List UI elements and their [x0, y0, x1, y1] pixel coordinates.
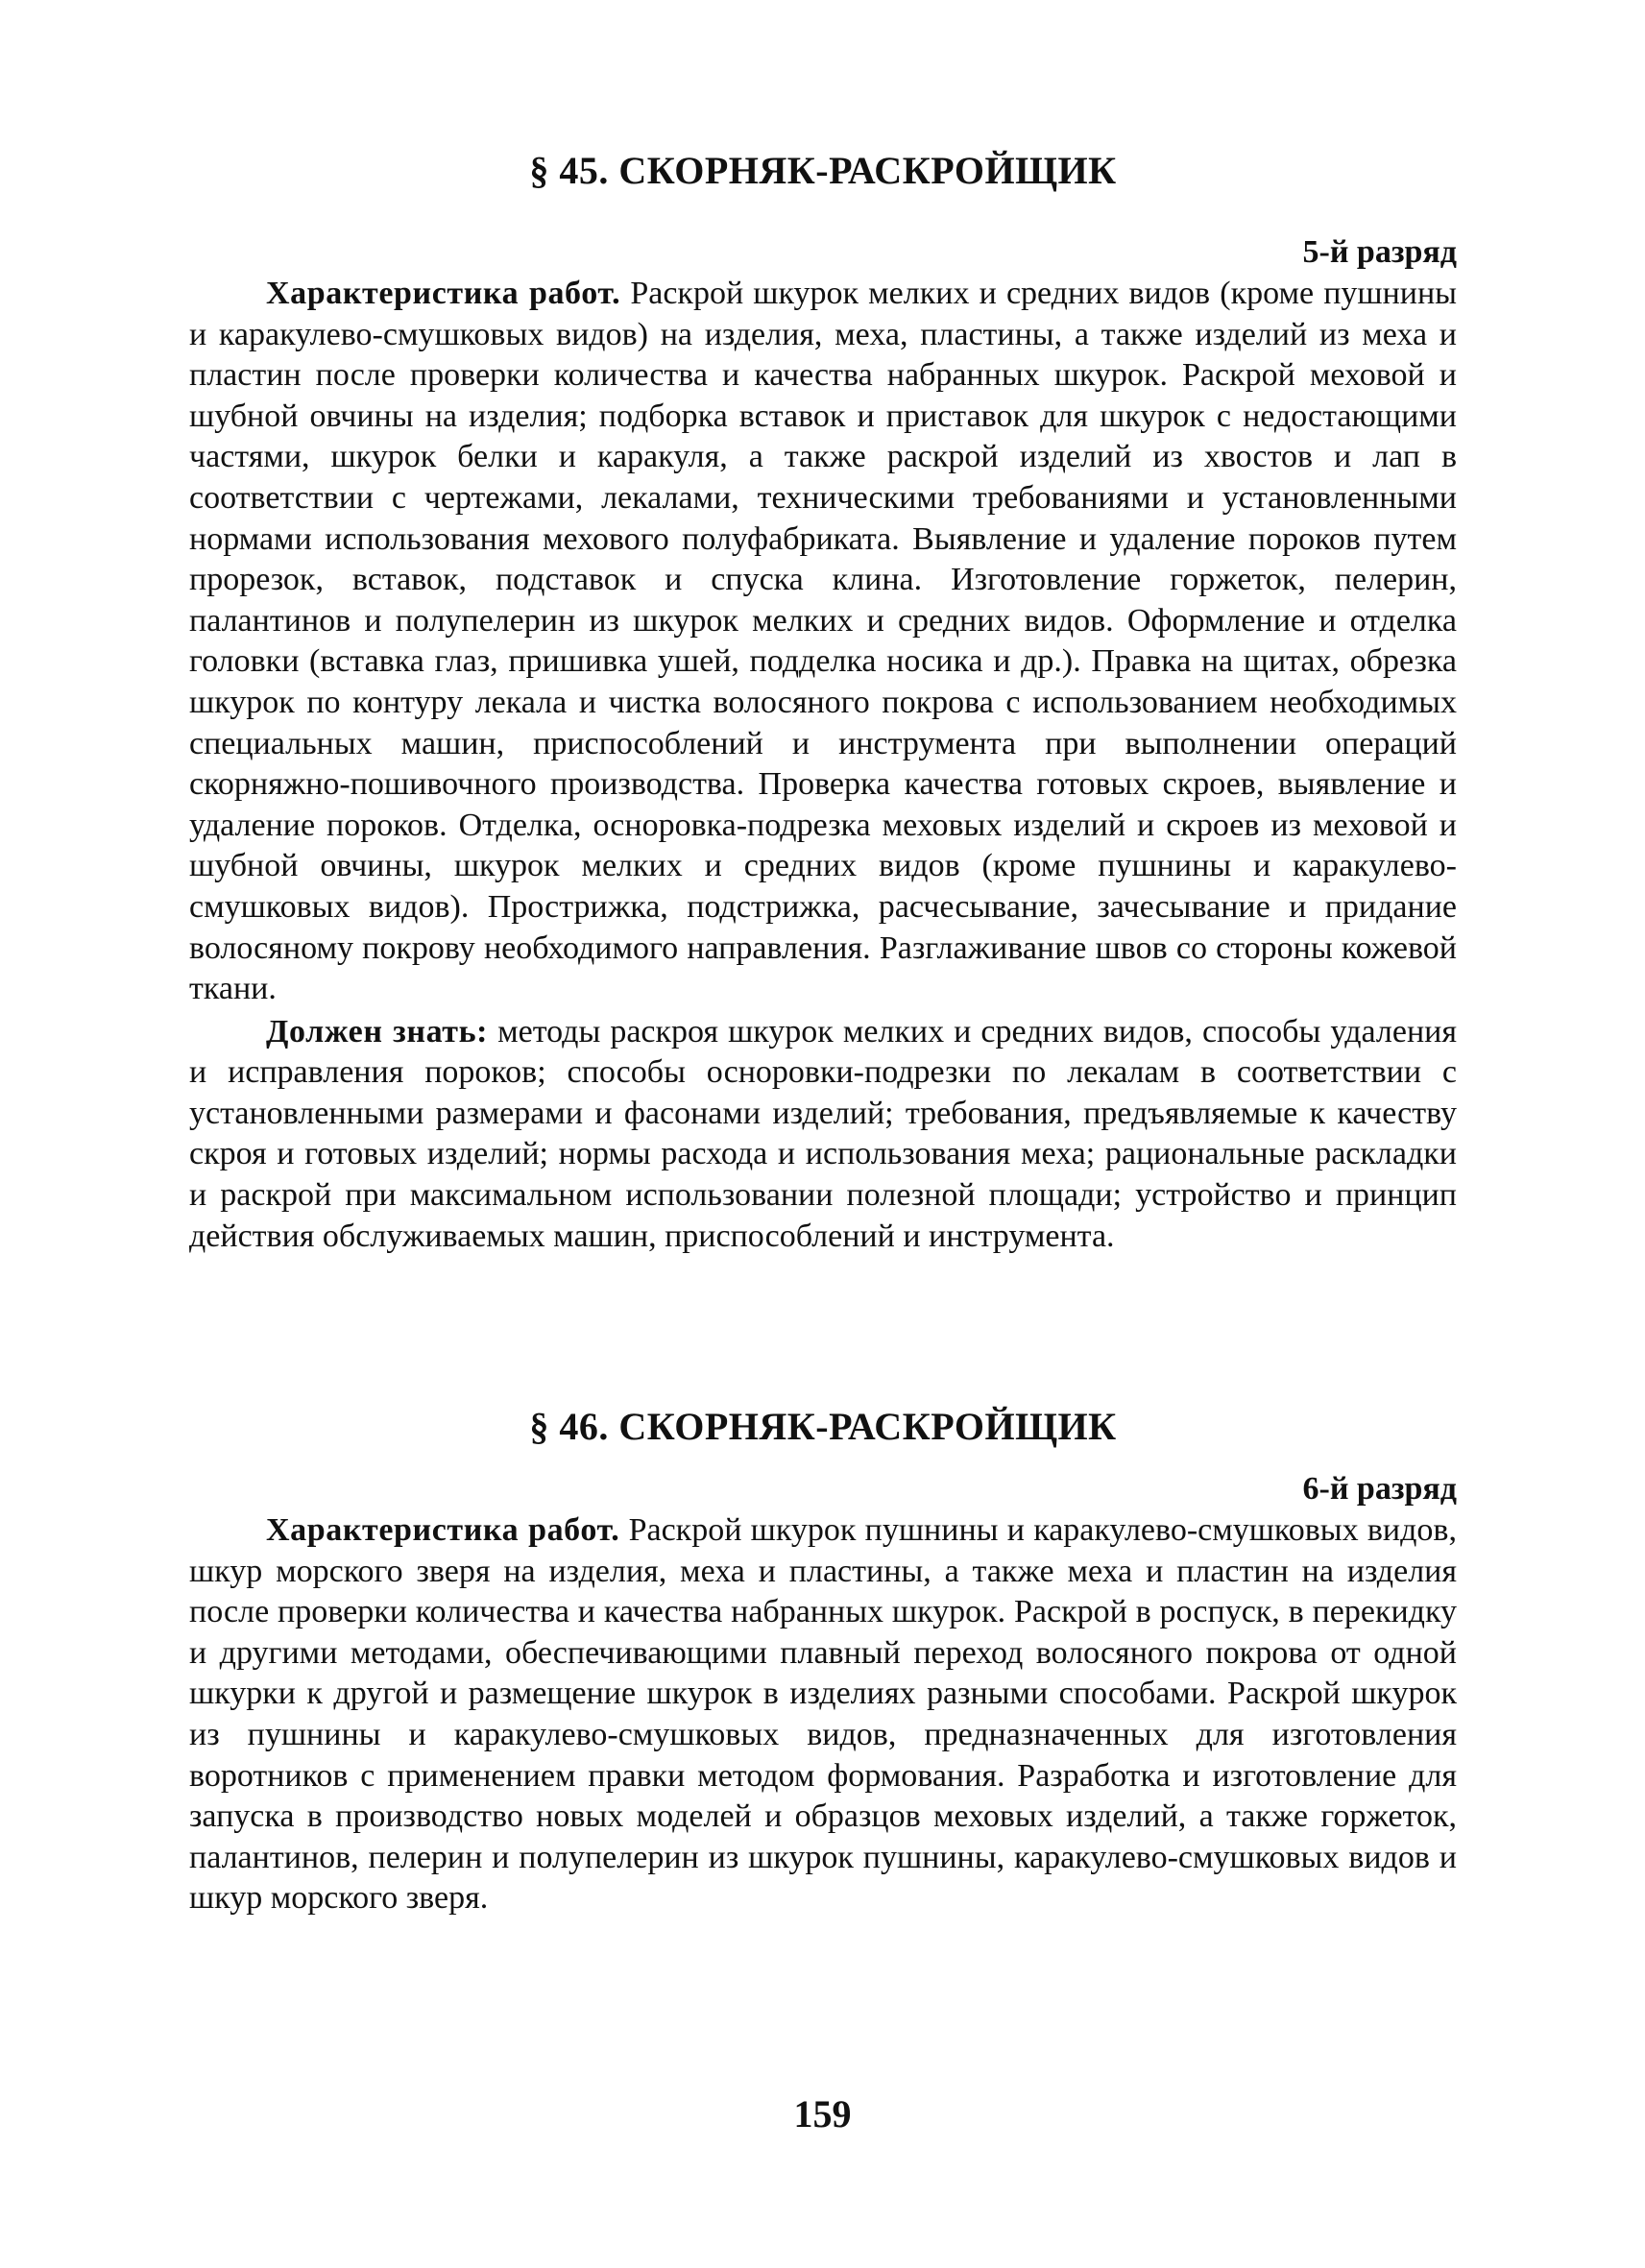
section-46-title: § 46. СКОРНЯК-РАСКРОЙЩИК: [529, 1405, 1117, 1448]
section-45-title: § 45. СКОРНЯК-РАСКРОЙЩИК: [529, 149, 1117, 192]
section-46-grade: 6-й разряд: [1302, 1471, 1457, 1507]
work-characteristics-text: Раскрой шкурок мелких и средних видов (кроме пушнины и каракулево-смушковых видов) на изделия, меха, пластины, а также изделий из меха и пластин после проверки количества и качества набранных шкурок. Раскрой меховой и шубной овчины на изделия; подборка вставок и приставок для шкурок с недостающими частями, шкурок белки и каракуля, а также раскрой изделий из хвостов и лап в соответствии с чертежами, лекалами, техническими требованиями и установленными нормами использования мехового полуфабриката. Выявление и удаление пороков путем прорезок, вставок, подставок и спуска клина. Изготовление горжеток, пелерин, палантинов и полупелерин из шкурок мелких и средних видов. Оформление и отделка головки (вставка глаз, пришивка ушей, подделка носика и др.). Правка на щитах, обрезка шкурок по контуру лекала и чистка волосяного покрова с использованием необходимых специальных машин, приспособлений и инструмента при выполнении операций скорняжно-пошивочного производства. Проверка качества готовых скроев, выявление и удаление пороков. Отделка, осноровка-подрезка меховых изделий и скроев из меховой и шубной овчины, шкурок мелких и средних видов (кроме пушнины и каракулево-смушковых видов). Прострижка, подстрижка, расчесывание, зачесывание и придание волосяному покрову необходимого направления. Разглаживание швов со стороны кожевой ткани.: [189, 276, 1457, 1007]
work-characteristics-paragraph: [189, 1510, 1457, 1919]
section-45-grade: 5-й разряд: [1302, 234, 1457, 270]
must-know-text: методы раскроя шкурок мелких и средних видов, способы удаления и исправления пороков; способы осноровки-подрезки по лекалам в соответствии с установленными размерами и фасонами изделий; требования, предъявляемые к качеству скроя и готовых изделий; нормы расхода и использования меха; рациональные раскладки и раскрой при максимальном использовании полезной площади; устройство и принцип действия обслуживаемых машин, приспособлений и инструмента.: [189, 1013, 1457, 1254]
work-characteristics-text: Раскрой шкурок пушнины и каракулево-смушковых видов, шкур морского зверя на изделия, меха и пластины, а также меха и пластин на изделия после проверки количества и качества набранных шкурок. Раскрой в роспуск, в перекидку и другими методами, обеспечивающими плавный переход волосяного покрова от одной шкурки к другой и размещение шкурок в изделиях разными способами. Раскрой шкурок из пушнины и каракулево-смушковых видов, предназначенных для изготовления воротников с применением правки методом формования. Разработка и изготовление для запуска в производство новых моделей и образцов меховых изделий, а также горжеток, палантинов, пелерин и полупелерин из шкурок пушнины, каракулево-смушковых видов и шкур морского зверя.: [189, 1512, 1457, 1917]
section-45-body: [189, 274, 1457, 1257]
work-characteristics-label: Характеристика работ.: [266, 276, 621, 311]
section-46-body: [189, 1510, 1457, 1919]
work-characteristics-paragraph: [189, 274, 1457, 1010]
must-know-paragraph: [189, 1012, 1457, 1258]
work-characteristics-label: Характеристика работ.: [266, 1512, 620, 1548]
must-know-label: Должен знать:: [266, 1013, 489, 1050]
page-number: 159: [793, 2092, 852, 2135]
